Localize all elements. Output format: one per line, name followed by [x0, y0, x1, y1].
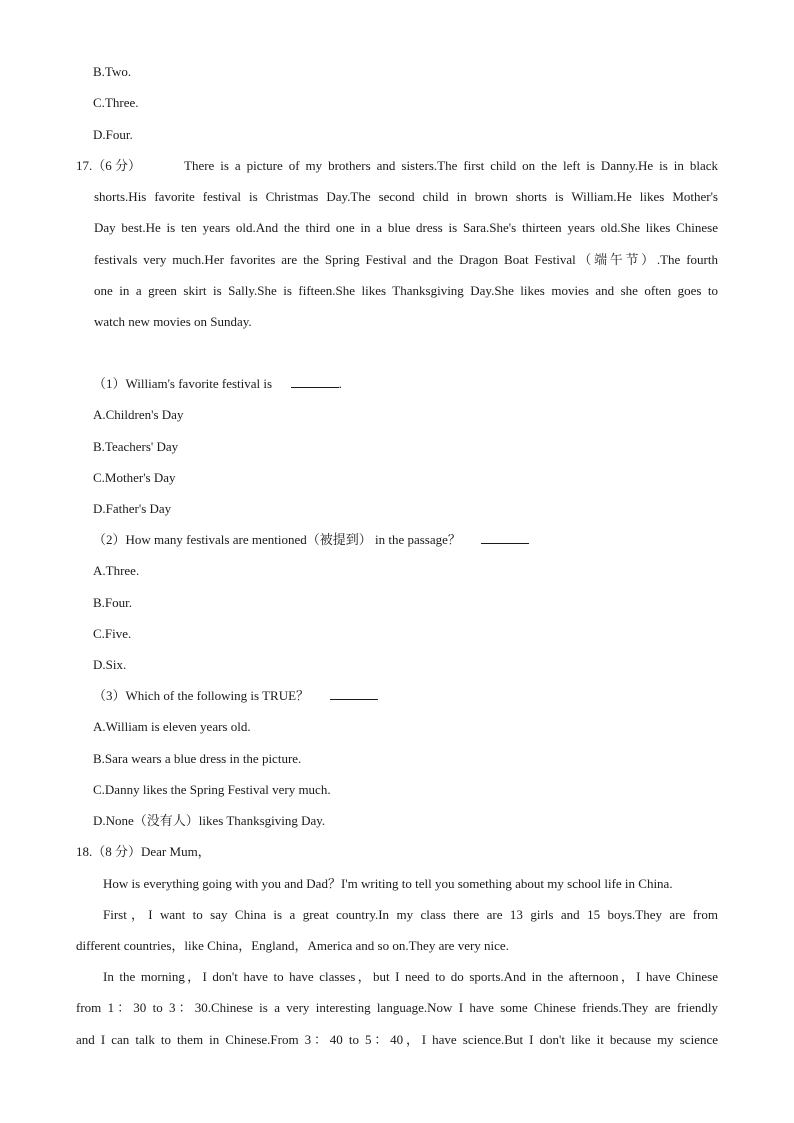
q18-letter-line: In the morning，I don't have to have classes，but I need to do sports.And in the afternoon，I have Chinese — [103, 969, 718, 984]
q18-letter-line: How is everything going with you and Dad？I'm writing to tell you something about my school life in China. — [103, 876, 673, 891]
q18-letter-line: from 1：30 to 3：30.Chinese is a very interesting language.Now I have some Chinese friends.They are friendly — [76, 1000, 718, 1015]
q16-option-b: B.Two. — [93, 64, 132, 79]
q17-number: 17.（6 分） — [76, 158, 142, 173]
q17-sub3-text: （3）Which of the following is TRUE？ — [93, 688, 310, 703]
answer-blank[interactable] — [291, 375, 339, 388]
q17-sub2-question — [93, 531, 529, 549]
q17-sub2-option-a: A.Three. — [93, 563, 140, 578]
q17-sub2-option-d: D.Six. — [93, 657, 127, 672]
q17-sub2-option-b: B.Four. — [93, 595, 133, 610]
q17-passage-line: There is a picture of my brothers and sisters.The first child on the left is Danny.He is in black — [184, 158, 718, 173]
q17-sub1-option-c: C.Mother's Day — [93, 470, 176, 485]
q17-sub1-end: . — [338, 376, 342, 391]
q17-sub3-option-a: A.William is eleven years old. — [93, 719, 251, 734]
q17-sub2-text: （2）How many festivals are mentioned（被提到） in the passage？ — [93, 532, 461, 547]
q18-letter-line: different countries，like China，England，America and so on.They are very nice. — [76, 938, 509, 953]
q17-passage-line: festivals very much.Her favorites are the Spring Festival and the Dragon Boat Festival（端午节）.The fourth — [94, 252, 718, 267]
q17-passage-line: Day best.He is ten years old.And the third one in a blue dress is Sara.She's thirteen years old.She likes Chinese — [94, 220, 718, 235]
q17-sub3-question — [93, 687, 378, 705]
answer-blank[interactable] — [481, 531, 529, 544]
q17-sub1-option-b: B.Teachers' Day — [93, 439, 179, 454]
q18-heading: 18.（8 分）Dear Mum， — [76, 844, 211, 859]
q17-passage-line: one in a green skirt is Sally.She is fifteen.She likes Thanksgiving Day.She likes movies and she often goes to — [94, 283, 718, 298]
answer-blank[interactable] — [330, 687, 378, 700]
q17-sub3-option-c: C.Danny likes the Spring Festival very much. — [93, 782, 331, 797]
q17-sub3-option-b: B.Sara wears a blue dress in the picture. — [93, 751, 302, 766]
q17-sub1-option-a: A.Children's Day — [93, 407, 184, 422]
q17-sub1-question — [93, 375, 342, 393]
q17-sub1-text: （1）William's favorite festival is — [93, 376, 273, 391]
q16-option-d: D.Four. — [93, 127, 133, 142]
q18-letter-line: and I can talk to them in Chinese.From 3：40 to 5：40，I have science.But I don't like it because my science — [76, 1032, 718, 1047]
q17-sub2-option-c: C.Five. — [93, 626, 132, 641]
q16-option-c: C.Three. — [93, 95, 139, 110]
q17-sub3-option-d: D.None（没有人）likes Thanksgiving Day. — [93, 813, 326, 828]
q17-sub1-option-d: D.Father's Day — [93, 501, 172, 516]
q17-passage-line: watch new movies on Sunday. — [94, 314, 252, 329]
q18-letter-line: First，I want to say China is a great country.In my class there are 13 girls and 15 boys.They are from — [103, 907, 718, 922]
q17-passage-line: shorts.His favorite festival is Christmas Day.The second child in brown shorts is William.He likes Mother's — [94, 189, 718, 204]
